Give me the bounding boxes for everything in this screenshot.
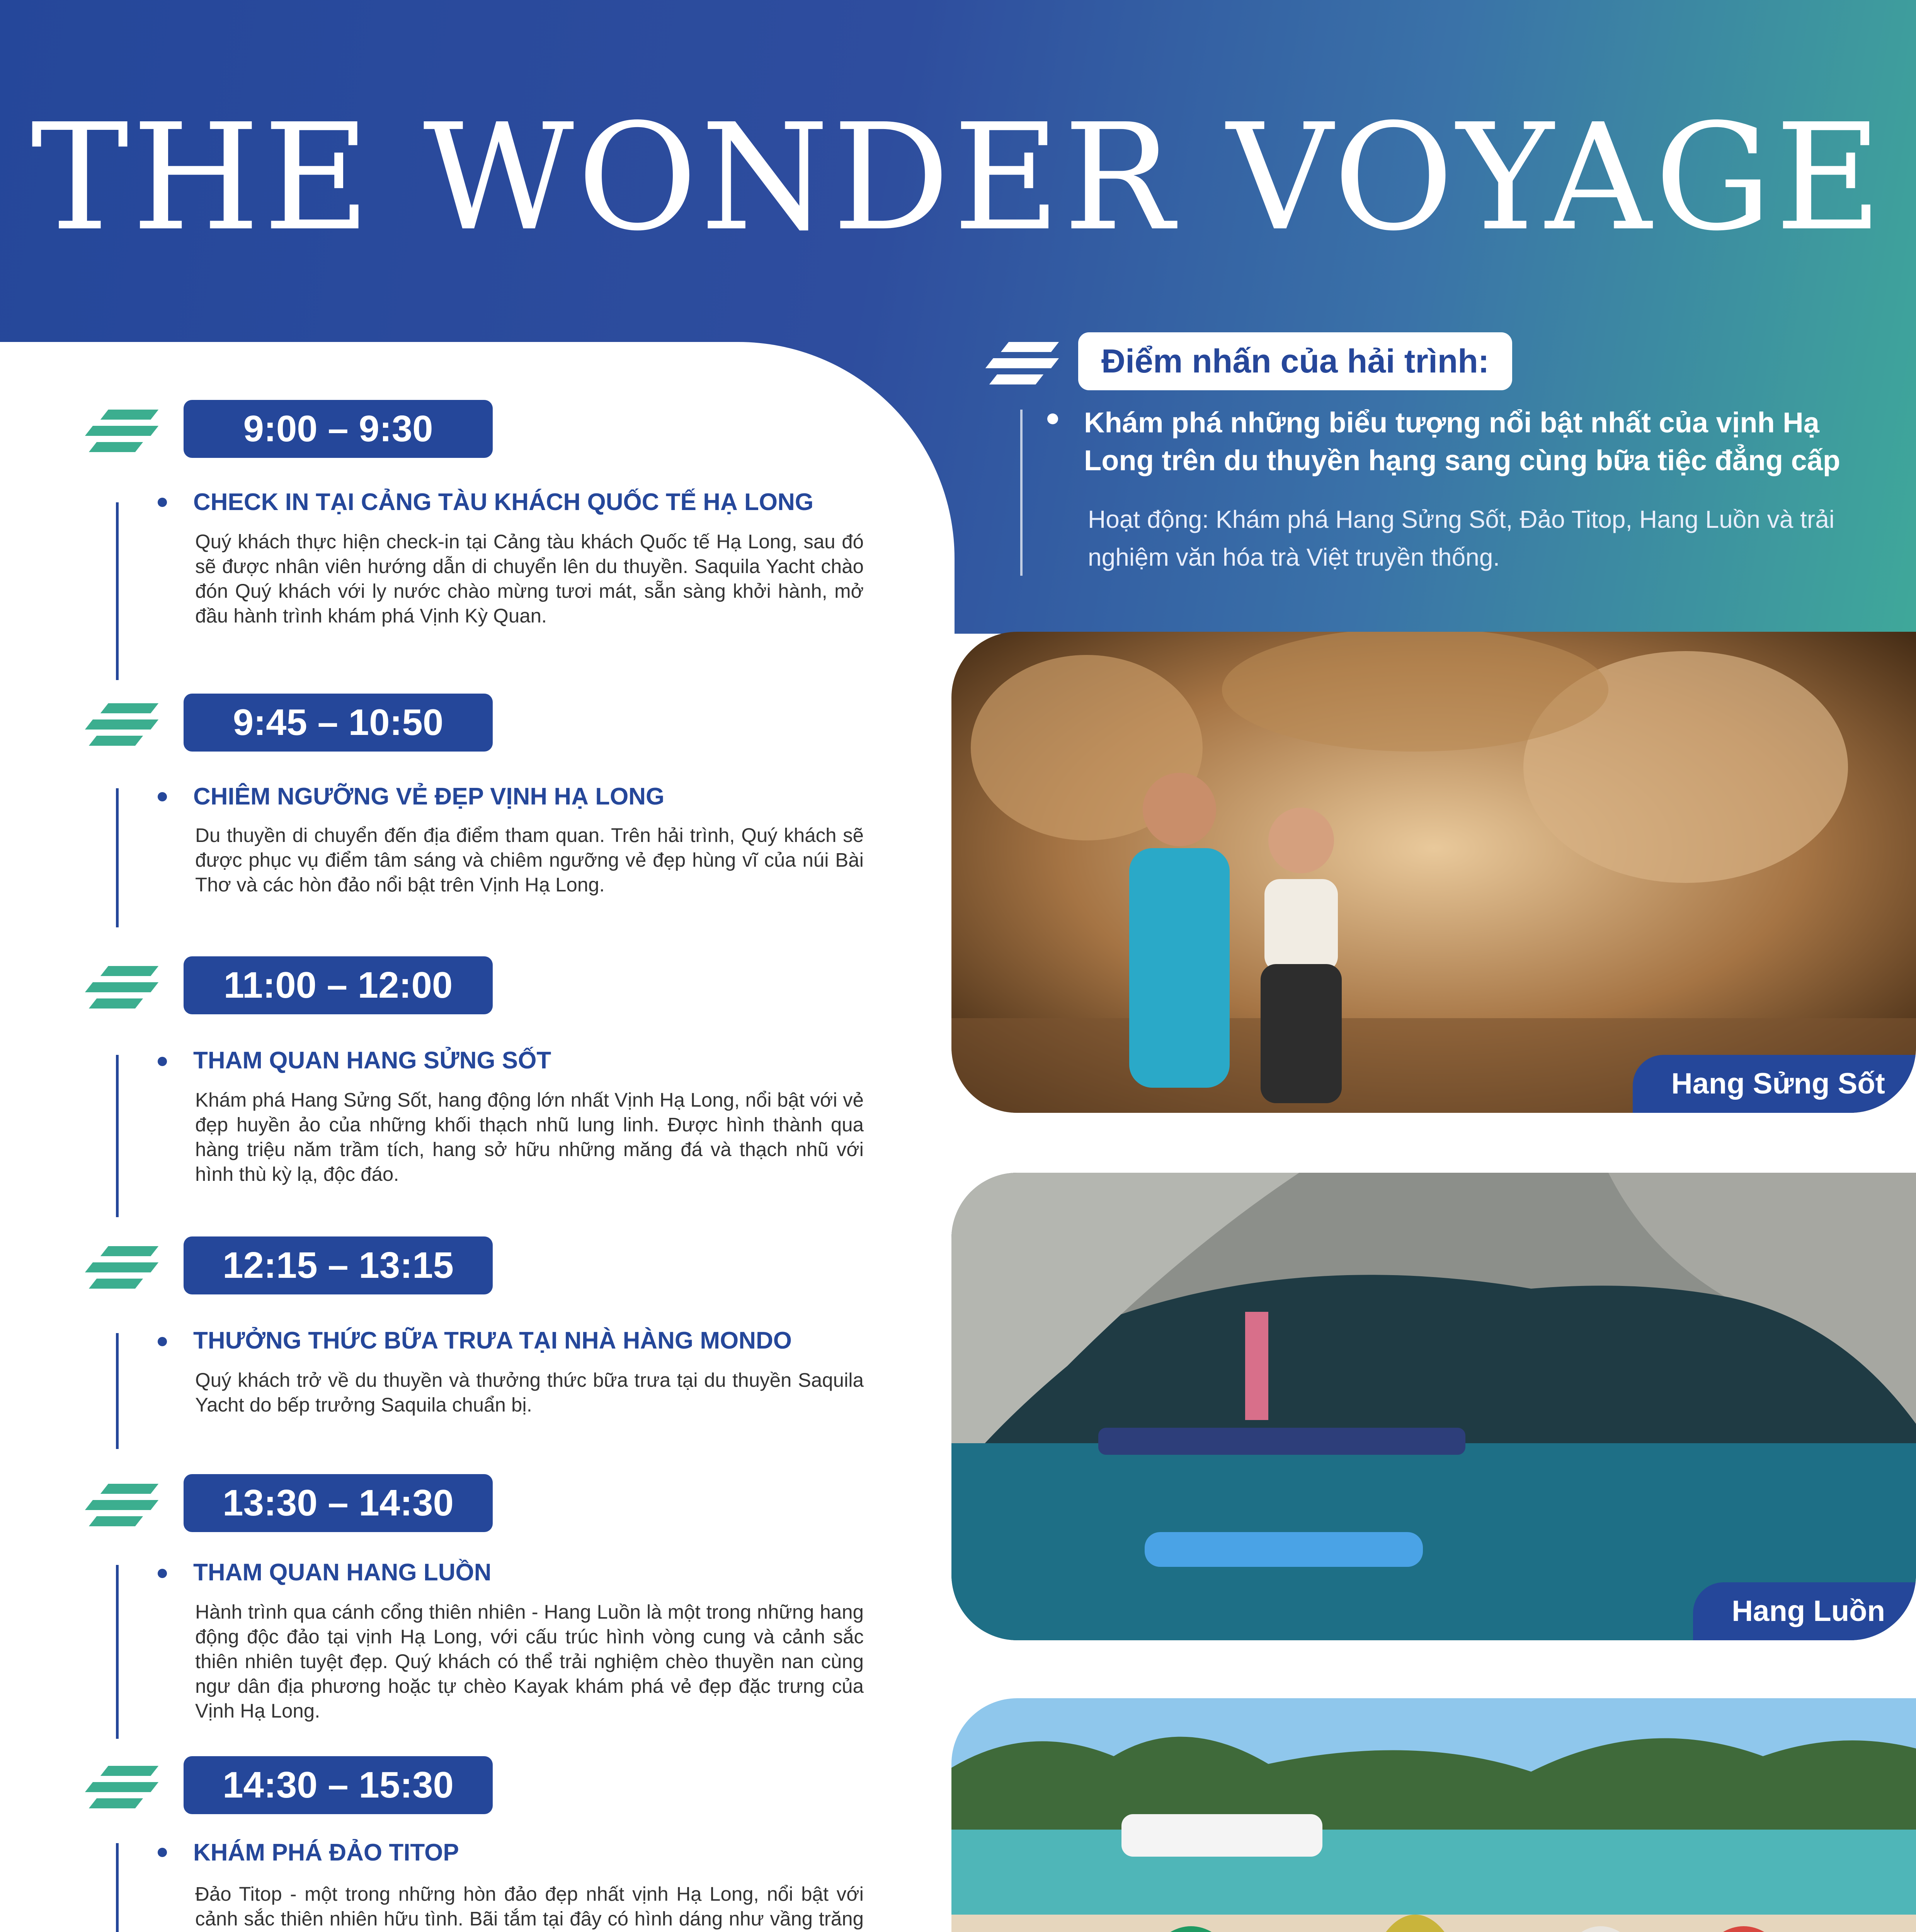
timeline-line — [116, 1333, 119, 1449]
beach-yacht-photo — [951, 1698, 1916, 1932]
activity-title: THAM QUAN HANG SỬNG SỐT — [193, 1047, 551, 1074]
brand-stripes-icon — [89, 1766, 162, 1808]
activity-title: CHECK IN TẠI CẢNG TÀU KHÁCH QUỐC TẾ HẠ LONG — [193, 489, 814, 515]
activity-desc: Đảo Titop - một trong những hòn đảo đẹp nhất vịnh Hạ Long, nổi bật với cảnh sắc thiên nhiên hữu tình. Bãi tắm tại đây có hình dáng như vầng trăng — [195, 1883, 864, 1930]
time-slot-6: 14:30 – 15:30 — [184, 1756, 493, 1814]
brand-stripes-icon — [89, 703, 162, 746]
highlight-activities: Hoạt động: Khám phá Hang Sửng Sốt, Đảo Titop, Hang Luồn và trải nghiệm văn hóa trà Việt truyền thống. — [1088, 505, 1835, 571]
bullet-icon — [158, 498, 167, 507]
bullet-icon — [1047, 413, 1058, 424]
brand-stripes-icon — [89, 410, 162, 452]
time-slot-2: 9:45 – 10:50 — [184, 694, 493, 752]
timeline-line — [116, 502, 119, 680]
bullet-icon — [158, 1848, 167, 1857]
brand-stripes-icon — [89, 966, 162, 1009]
brand-stripes-icon — [89, 1484, 162, 1526]
brand-stripes-icon — [89, 1246, 162, 1289]
cave-photo — [951, 632, 1916, 1113]
activity-title: THAM QUAN HANG LUỒN — [193, 1559, 492, 1586]
activity-desc: Hành trình qua cánh cổng thiên nhiên - Hang Luồn là một trong những hang động độc đảo tại vịnh Hạ Long, với cấu trúc hình vòng cung và cảnh sắc thiên nhiên tuyệt đẹp. Quý khách có thể trải nghiệm chèo thuyền nan cùng ngư dân địa phương hoặc tự chèo Kayak khám phá vẻ đẹp đặc trưng của Vịnh Hạ Long. — [195, 1601, 864, 1722]
time-slot-5: 13:30 – 14:30 — [184, 1474, 493, 1532]
highlight-line — [1020, 410, 1023, 576]
activity-desc: Quý khách trở về du thuyền và thưởng thức bữa trưa tại du thuyền Saquila Yacht do bếp trưởng Saquila chuẩn bị. — [195, 1369, 864, 1416]
time-slot-1: 9:00 – 9:30 — [184, 400, 493, 458]
timeline-line — [116, 1843, 119, 1932]
activity-desc: Quý khách thực hiện check-in tại Cảng tàu khách Quốc tế Hạ Long, sau đó sẽ được nhân viên hướng dẫn di chuyển lên du thuyền. Saquila Yacht chào đón Quý khách với ly nước chào mừng tươi mát, sẵn sàng khởi hành, mở đầu hành trình khám phá Vịnh Kỳ Quan. — [195, 531, 864, 627]
bullet-icon — [158, 792, 167, 801]
brand-stripes-icon — [989, 342, 1063, 384]
highlight-main: Khám phá những biểu tượng nổi bật nhất của vịnh Hạ Long trên du thuyền hạng sang cùng bữa tiệc đẳng cấp — [1084, 406, 1841, 476]
boat-cave-photo — [951, 1173, 1916, 1640]
activity-title: CHIÊM NGƯỠNG VẺ ĐẸP VỊNH HẠ LONG — [193, 783, 665, 810]
highlight-label: Điểm nhấn của hải trình: — [1078, 332, 1512, 390]
activity-desc: Du thuyền di chuyển đến địa điểm tham quan. Trên hải trình, Quý khách sẽ được phục vụ điểm tâm sáng và chiêm ngưỡng vẻ đẹp hùng vĩ của núi Bài Thơ và các hòn đảo nổi bật trên Vịnh Hạ Long. — [195, 824, 864, 896]
activity-title: KHÁM PHÁ ĐẢO TITOP — [193, 1839, 459, 1866]
timeline-line — [116, 1565, 119, 1739]
photo-caption: Hang Sửng Sốt — [1633, 1055, 1916, 1113]
bullet-icon — [158, 1337, 167, 1346]
activity-desc: Khám phá Hang Sửng Sốt, hang động lớn nhất Vịnh Hạ Long, nổi bật với vẻ đẹp huyền ảo của những khối thạch nhũ lung linh. Được hình thành qua hàng triệu năm trầm tích, hang sở hữu những măng đá và thạch nhũ với hình thù kỳ lạ, độc đáo. — [195, 1089, 864, 1185]
photo-caption: Hang Luồn — [1693, 1582, 1916, 1640]
timeline-line — [116, 1055, 119, 1217]
time-slot-3: 11:00 – 12:00 — [184, 956, 493, 1014]
activity-title: THƯỞNG THỨC BỮA TRƯA TẠI NHÀ HÀNG MONDO — [193, 1327, 792, 1354]
bullet-icon — [158, 1569, 167, 1578]
timeline-line — [116, 788, 119, 927]
page-title: THE WONDER VOYAGE — [31, 92, 1885, 263]
time-slot-4: 12:15 – 13:15 — [184, 1236, 493, 1294]
bullet-icon — [158, 1057, 167, 1066]
